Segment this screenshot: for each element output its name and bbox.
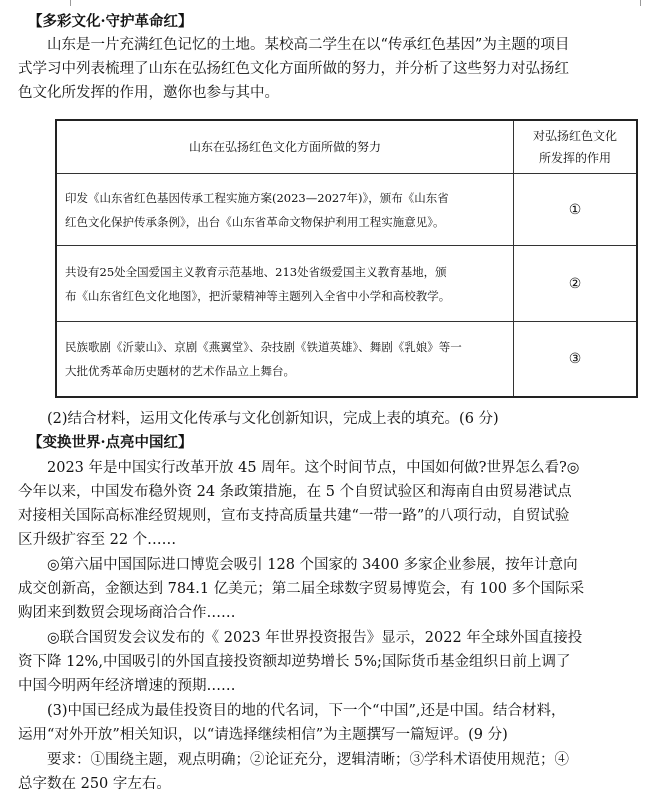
cell-line: 布《山东省红色文化地图》，把沂蒙精神等主题列入全省中小学和高校教学。 (65, 288, 451, 303)
page-corner-mark (70, 0, 71, 6)
para2-line: 购团来到数贸会现场商洽合作…… (18, 605, 236, 621)
question-2: (2)结合材料，运用文化传承与文化创新知识，完成上表的填充。(6 分) (47, 411, 499, 427)
cell-line: 大批优秀革命历史题材的艺术作品立上舞台。 (65, 363, 295, 378)
table-row (56, 174, 637, 246)
intro-line: 色文化所发挥的作用，邀你也参与其中。 (18, 85, 279, 101)
table-cell-blank-1: ① (514, 174, 638, 246)
page-corner-mark (640, 0, 641, 6)
cell-line: 印发《山东省红色基因传承工程实施方案(2023—2027年)》，颁布《山东省 (65, 190, 449, 205)
intro-line: 式学习中列表梳理了山东在弘扬红色文化方面所做的努力，并分析了这些努力对弘扬红 (18, 61, 569, 77)
table-cell-blank-3: ③ (514, 322, 638, 397)
requirements-line: 要求：①围绕主题，观点明确；②论证充分，逻辑清晰；③学科术语使用规范；④ (47, 752, 569, 768)
question-3-line: (3)中国已经成为最佳投资目的地的代名词，下一个“中国”,还是中国。结合材料， (47, 703, 566, 719)
para3-line: ◎联合国贸发会议发布的《 2023 年世界投资报告》显示，2022 年全球外国直接投 (47, 630, 583, 646)
para2-line: ◎第六届中国国际进口博览会吸引 128 个国家的 3400 多家企业参展，按年计意向 (47, 557, 578, 573)
table-header-row (56, 120, 637, 174)
table-cell-blank-2: ② (514, 246, 638, 322)
cell-line: 红色文化保护传承条例》，出台《山东省革命文物保护利用工程实施意见》。 (65, 214, 445, 229)
table-header-efforts: 山东在弘扬红色文化方面所做的努力 (56, 120, 514, 174)
para1-line: 对接相关国际高标准经贸规则，宣布支持高质量共建“一带一路”的八项行动，自贸试验 (18, 508, 570, 524)
table-cell-efforts (56, 246, 514, 322)
para3-line: 中国今明两年经济增速的预期…… (18, 678, 236, 694)
requirements-line: 总字数在 250 字左右。 (18, 776, 171, 792)
cell-line: 民族歌剧《沂蒙山》、京剧《燕翼堂》、杂技剧《铁道英雄》、舞剧《乳娘》等一 (65, 339, 462, 354)
table-header-role-line: 对弘扬红色文化 (532, 129, 617, 143)
table-cell-efforts (56, 174, 514, 246)
cell-line: 共设有25处全国爱国主义教育示范基地、213处省级爱国主义教育基地，颁 (65, 264, 447, 279)
section-title-world: 【变换世界·点亮中国红】 (28, 434, 193, 451)
para1-line: 今年以来，中国发布稳外资 24 条政策措施，在 5 个自贸试验区和海南自由贸易港试点 (18, 484, 572, 500)
table-header-role-line: 所发挥的作用 (538, 151, 611, 165)
intro-line: 山东是一片充满红色记忆的土地。某校高二学生在以“传承红色基因”为主题的项目 (47, 37, 570, 53)
efforts-table (55, 119, 638, 398)
table-cell-efforts (56, 322, 514, 397)
table-header-role (514, 120, 638, 174)
para3-line: 资下降 12%,中国吸引的外国直接投资额却逆势增长 5%;国际货币基金组织日前上调了 (18, 654, 571, 670)
para1-line: 2023 年是中国实行改革开放 45 周年。这个时间节点，中国如何做?世界怎么看?◎ (47, 460, 580, 476)
table-row (56, 246, 637, 322)
table-row (56, 322, 637, 397)
section-title-culture: 【多彩文化·守护革命红】 (28, 13, 193, 30)
para1-line: 区升级扩容至 22 个…… (18, 532, 177, 548)
question-3-line: 运用“对外开放”相关知识，以“请选择继续相信”为主题撰写一篇短评。(9 分) (18, 727, 508, 743)
para2-line: 成交创新高，金额达到 784.1 亿美元；第二届全球数字贸易博览会，有 100 多个国际采 (18, 581, 585, 597)
